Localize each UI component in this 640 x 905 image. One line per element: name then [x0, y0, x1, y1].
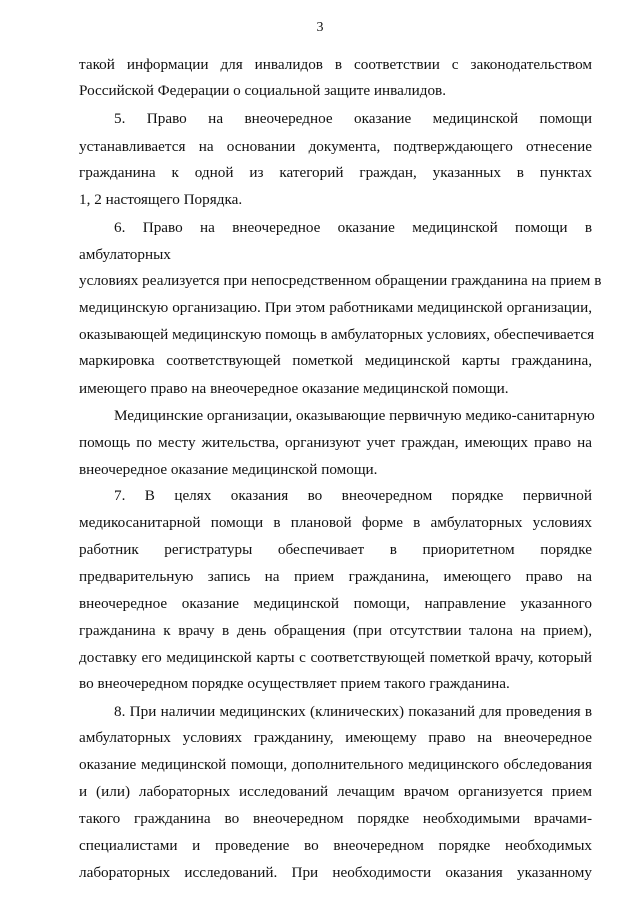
text-line: 8. При наличии медицинских (клинических) показаний для проведения в [114, 703, 592, 720]
text-line: 1, 2 настоящего Порядка. [79, 191, 243, 208]
text-line: амбулаторных [79, 246, 171, 263]
text-line: во внеочередном порядке осуществляет прием такого гражданина. [79, 675, 510, 692]
text-line: предварительную запись на прием гражданина, имеющего право на [79, 568, 592, 585]
text-line: устанавливается на основании документа, подтверждающего отнесение [79, 138, 592, 155]
text-line: лабораторных исследований. При необходимости оказания указанному [79, 864, 592, 881]
text-line: условиях реализуется при непосредственном обращении гражданина на прием в [79, 272, 602, 289]
text-line: помощь по месту жительства, организуют учет граждан, имеющих право на [79, 434, 592, 451]
text-line: медицинскую организацию. При этом работниками медицинской организации, [79, 299, 592, 316]
text-line: гражданина к врачу в день обращения (при отсутствии талона на прием), [79, 622, 592, 639]
text-line: внеочередное оказание медицинской помощи. [79, 461, 378, 478]
text-line: оказывающей медицинскую помощь в амбулаторных условиях, обеспечивается [79, 326, 595, 343]
text-line: внеочередное оказание медицинской помощи, направление указанного [79, 595, 592, 612]
text-line: гражданина к одной из категорий граждан, указанных в пунктах [79, 164, 592, 181]
text-line: такого гражданина во внеочередном порядке необходимыми врачами- [79, 810, 592, 827]
text-line: 6. Право на внеочередное оказание медицинской помощи в [114, 219, 592, 236]
text-line: амбулаторных условиях гражданину, имеющему право на внеочередное [79, 729, 592, 746]
page-number: 3 [316, 20, 324, 35]
text-line: медикосанитарной помощи в плановой форме в амбулаторных условиях [79, 514, 592, 531]
text-line: 7. В целях оказания во внеочередном порядке первичной [114, 487, 592, 504]
text-line: такой информации для инвалидов в соответствии с законодательством [79, 56, 592, 73]
text-line: и (или) лабораторных исследований лечащим врачом организуется прием [79, 783, 592, 800]
text-line: доставку его медицинской карты с соответствующей пометкой врачу, который [79, 649, 592, 666]
text-line: специалистами и проведение во внеочередном порядке необходимых [79, 837, 592, 854]
text-line: Медицинские организации, оказывающие первичную медико-санитарную [114, 407, 595, 424]
text-line: Российской Федерации о социальной защите инвалидов. [79, 82, 447, 99]
text-line: маркировка соответствующей пометкой медицинской карты гражданина, [79, 352, 592, 369]
text-line: 5. Право на внеочередное оказание медицинской помощи [114, 110, 592, 127]
text-line: имеющего право на внеочередное оказание медицинской помощи. [79, 380, 509, 397]
text-line: оказание медицинской помощи, дополнительного медицинского обследования [79, 756, 592, 773]
text-line: работник регистратуры обеспечивает в приоритетном порядке [79, 541, 592, 558]
